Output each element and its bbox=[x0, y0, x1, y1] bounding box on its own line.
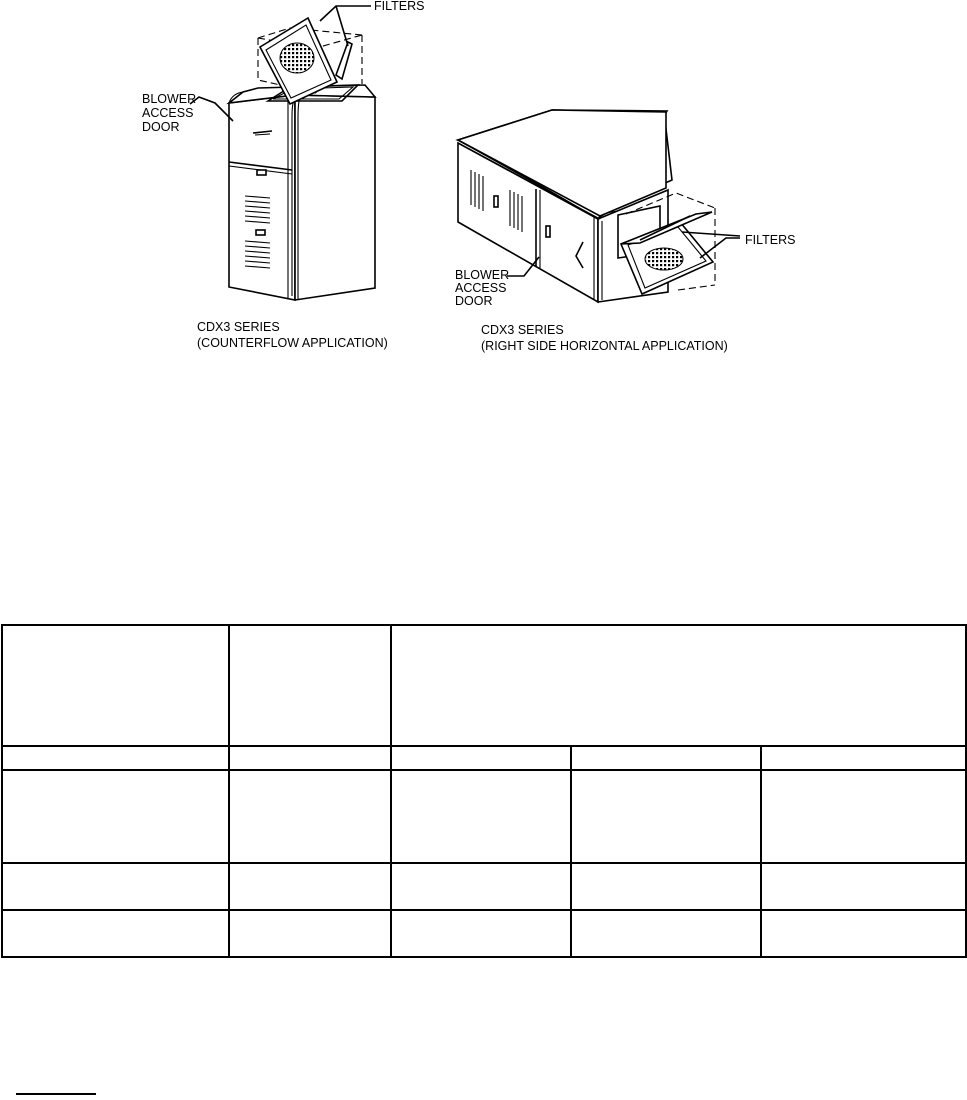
left-door-label-line-2: ACCESS bbox=[142, 106, 194, 120]
table-cell bbox=[391, 770, 571, 863]
table-cell bbox=[571, 770, 761, 863]
table-cell bbox=[229, 625, 391, 746]
left-door-label-line-3: DOOR bbox=[142, 120, 180, 134]
table-cell bbox=[761, 863, 966, 910]
footnote-divider bbox=[16, 1093, 96, 1095]
right-caption-line-2: (RIGHT SIDE HORIZONTAL APPLICATION) bbox=[481, 339, 728, 353]
table-cell bbox=[2, 863, 229, 910]
table-cell bbox=[571, 746, 761, 770]
table-cell bbox=[229, 746, 391, 770]
filter-location-diagram bbox=[0, 0, 967, 380]
table-cell bbox=[391, 910, 571, 957]
table-header-row bbox=[2, 625, 966, 746]
table-cell bbox=[2, 910, 229, 957]
right-door-label-line-2: ACCESS bbox=[455, 281, 507, 295]
horizontal-furnace-unit bbox=[455, 110, 795, 353]
table-cell bbox=[229, 910, 391, 957]
right-door-label-line-1: BLOWER bbox=[455, 268, 510, 282]
table-cell bbox=[2, 625, 229, 746]
left-filters-label: FILTERS bbox=[374, 0, 425, 13]
table-cell bbox=[571, 863, 761, 910]
left-caption-line-1: CDX3 SERIES bbox=[197, 320, 280, 334]
table-cell bbox=[229, 863, 391, 910]
table-cell bbox=[571, 910, 761, 957]
table-cell bbox=[2, 770, 229, 863]
table-cell bbox=[761, 746, 966, 770]
filter-size-table bbox=[1, 624, 967, 958]
table-row bbox=[2, 746, 966, 770]
table-cell bbox=[761, 770, 966, 863]
right-caption-line-1: CDX3 SERIES bbox=[481, 323, 564, 337]
left-caption-line-2: (COUNTERFLOW APPLICATION) bbox=[197, 336, 388, 350]
left-door-label-line-1: BLOWER bbox=[142, 92, 197, 106]
counterflow-furnace-unit bbox=[142, 0, 424, 350]
table-row bbox=[2, 910, 966, 957]
table-cell bbox=[391, 746, 571, 770]
table-cell bbox=[229, 770, 391, 863]
table-row bbox=[2, 863, 966, 910]
right-door-label-line-3: DOOR bbox=[455, 294, 493, 308]
table-cell bbox=[391, 625, 966, 746]
table-cell bbox=[391, 863, 571, 910]
table-cell bbox=[2, 746, 229, 770]
table-row bbox=[2, 770, 966, 863]
table-cell bbox=[761, 910, 966, 957]
right-filters-label: FILTERS bbox=[745, 233, 796, 247]
